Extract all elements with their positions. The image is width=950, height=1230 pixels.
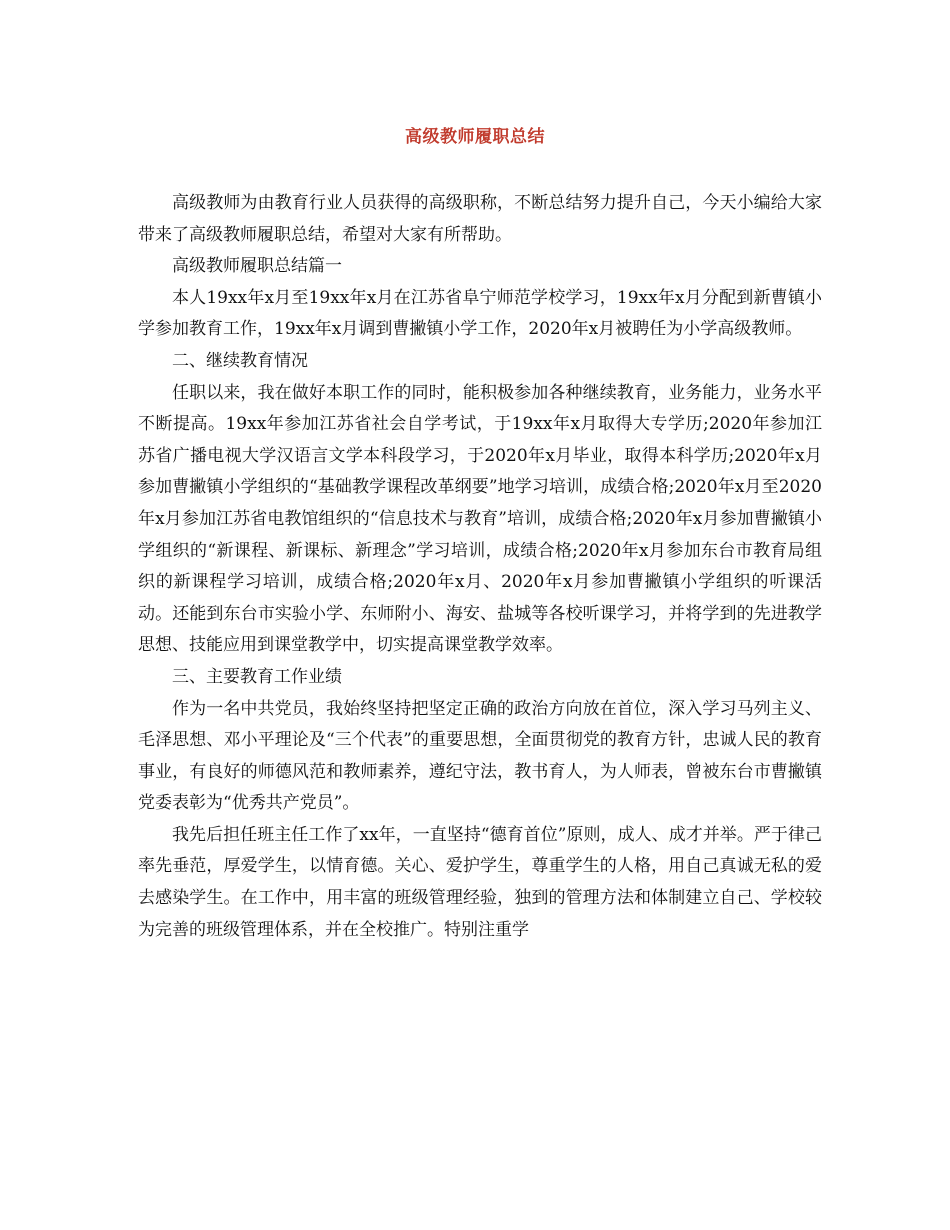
- paragraph-continuing-education: 任职以来，我在做好本职工作的同时，能积极参加各种继续教育，业务能力，业务水平不断提高。19xx年参加江苏省社会自学考试，于19xx年x月取得大专学历;2020年参加江苏省广播电视大学汉语言文学本科段学习，于2020年x月毕业，取得本科学历;2020年x月参加曹撇镇小学组织的“基础教学课程改革纲要”地学习培训，成绩合格;2020年x月至2020年x月参加江苏省电教馆组织的“信息技术与教育”培训，成绩合格;2020年x月参加曹撇镇小学组织的“新课程、新课标、新理念”学习培训，成绩合格;2020年x月参加东台市教育局组织的新课程学习培训，成绩合格;2020年x月、2020年x月参加曹撇镇小学组织的听课活动。还能到东台市实验小学、东师附小、海安、盐城等各校听课学习，并将学到的先进教学思想、技能应用到课堂教学中，切实提高课堂教学效率。: [138, 382, 822, 656]
- paragraph-personal-history: 本人19xx年x月至19xx年x月在江苏省阜宁师范学校学习，19xx年x月分配到新曹镇小学参加教育工作，19xx年x月调到曹撇镇小学工作，2020年x月被聘任为小学高级教师。: [138, 287, 822, 340]
- section-heading-part-one: 高级教师履职总结篇一: [172, 256, 342, 277]
- paragraph-political-stance: 作为一名中共党员，我始终坚持把坚定正确的政治方向放在首位，深入学习马列主义、毛泽思想、邓小平理论及“三个代表”的重要思想，全面贯彻党的教育方针，忠诚人民的教育事业，有良好的师德风范和教师素养，遵纪守法，教书育人，为人师表，曾被东台市曹撇镇党委表彰为“优秀共产党员”。: [138, 698, 822, 814]
- section-heading-main-achievements: 三、主要教育工作业绩: [172, 666, 342, 687]
- document-body: [138, 188, 822, 946]
- document-title: 高级教师履职总结: [405, 127, 545, 147]
- paragraph-class-teacher: 我先后担任班主任工作了xx年，一直坚持“德育首位”原则，成人、成才并举。严于律己率先垂范，厚爱学生，以情育德。关心、爱护学生，尊重学生的人格，用自己真诚无私的爱去感染学生。在工作中，用丰富的班级管理经验，独到的管理方法和体制建立自己、学校较为完善的班级管理体系，并在全校推广。特别注重学: [138, 824, 822, 940]
- paragraph-intro: 高级教师为由教育行业人员获得的高级职称，不断总结努力提升自己，今天小编给大家带来了高级教师履职总结，希望对大家有所帮助。: [138, 193, 822, 245]
- section-heading-continuing-education: 二、继续教育情况: [172, 350, 308, 371]
